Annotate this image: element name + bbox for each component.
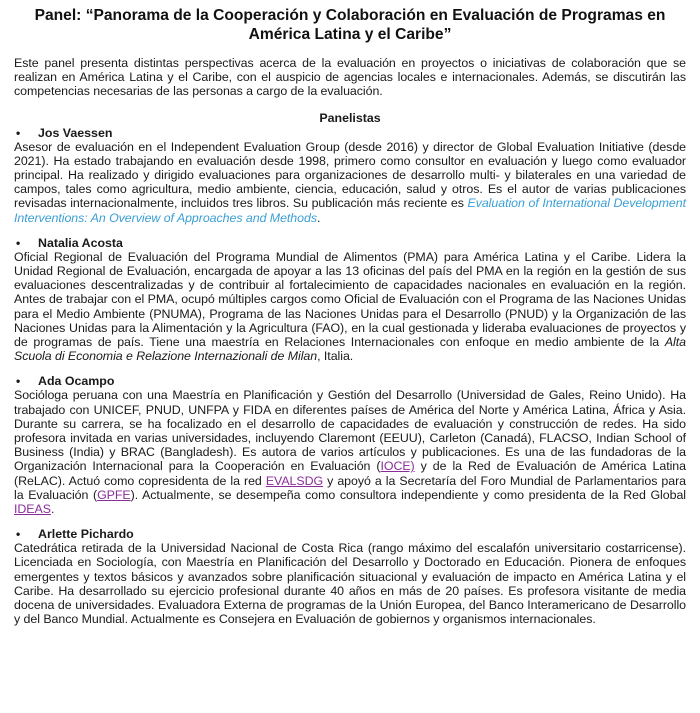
bullet-icon: •	[16, 374, 21, 389]
title-line-2: América Latina y el Caribe”	[248, 26, 452, 43]
panelist-name-row	[14, 374, 686, 388]
bio-text: Asesor de evaluación en el Independent Evaluation Group (desde 2016) y director de Global Evaluation Initiative (desde 2021). Ha estado trabajando en evaluación desde 1998, primero como consultor en evaluación y luego como evaluador principal. Ha realizado y dirigido evaluaciones para organizaciones de desarrollo multi- y bilaterales en una variedad de campos, tales como agricultura, medio ambiente, ciencia, educación, salud y otros. Es el autor de varias publicaciones revisadas internacionalmente, incluidos tres libros. Su publicación más reciente es	[14, 139, 686, 211]
ideas-link[interactable]: IDEAS	[14, 502, 51, 517]
panelist-name: Jos Vaessen	[38, 125, 113, 140]
panelist-name: Arlette Pichardo	[38, 527, 134, 542]
panelist-natalia-acosta	[14, 236, 686, 364]
panelist-arlette-pichardo	[14, 527, 686, 626]
title-line-1: Panel: “Panorama de la Cooperación y Colaboración en Evaluación de Programas en	[34, 7, 666, 24]
panelist-jos-vaessen	[14, 126, 686, 225]
bio-text: y apoyó a la Secretaría del Foro Mundial de Parlamentarios para la Evaluación (	[14, 473, 686, 502]
evalsdg-link[interactable]: EVALSDG	[265, 473, 324, 488]
publication-link[interactable]: Evaluation of International Development Interventions: An Overview of Approaches and Methods	[14, 196, 686, 225]
page-title	[14, 6, 686, 44]
panelist-bio	[14, 140, 686, 225]
panelist-bio	[14, 388, 686, 516]
bullet-icon: •	[16, 125, 21, 140]
panelist-name: Natalia Acosta	[38, 235, 123, 250]
bio-text: Oficial Regional de Evaluación del Programa Mundial de Alimentos (PMA) para América Latina y el Caribe. Lidera la Unidad Regional de Evaluación, encargada de apoyar a las 13 oficinas del país del PMA en la región en la gestión de sus evaluaciones descentralizadas y de contribuir al fortalecimiento de capacidades nacionales en evaluación en la región. Antes de trabajar con el PMA, ocupó múltiples cargos como Oficial de Evaluación con el Programa de las Naciones Unidas para el Medio Ambiente (PNUMA), Programa de las Naciones Unidas para el Desarrollo (PNUD) y la Organización de las Naciones Unidas para la Alimentación y la Agricultura (FAO), en la cual gestionada y lideraba evaluaciones de proyectos y de programas de país. Tiene una maestría en Relaciones Internacionales con enfoque en medio ambiente de la	[14, 249, 686, 350]
panelist-name-row	[14, 126, 686, 140]
intro-paragraph: Este panel presenta distintas perspectivas acerca de la evaluación en proyectos o iniciativas de colaboración que se realizan en América Latina y el Caribe, con el auspicio de agencias locales e internacionales. Además, se discutirán las competencias necesarias de las personas a cargo de la evaluación.	[14, 56, 686, 99]
bullet-icon: •	[16, 235, 21, 250]
gpfe-link[interactable]: GPFE	[97, 487, 131, 502]
bio-text-end: .	[316, 210, 321, 225]
panelist-name-row	[14, 236, 686, 250]
bio-text: y de la Red de Evaluación de América Latina (ReLAC). Actuó como copresidenta de la red	[14, 459, 686, 488]
ioce-link[interactable]: IOCE)	[380, 459, 415, 474]
section-heading-panelistas: Panelistas	[319, 110, 381, 125]
bio-text-end: .	[50, 502, 55, 517]
panelist-ada-ocampo	[14, 374, 686, 516]
bio-text: ). Actualmente, se desempeña como consultora independiente y como presidenta de la Red Global	[130, 487, 686, 502]
panelist-name-row	[14, 527, 686, 541]
panelist-bio	[14, 250, 686, 364]
panelist-bio: Catedrática retirada de la Universidad Nacional de Costa Rica (rango máximo del escalafón universitario costarricense). Licenciada en Sociología, con Maestría en Planificación del Desarrollo y Doctorado en Educación. Pionera de enfoques emergentes y textos básicos y avanzados sobre planificación situacional y evaluación de impacto en América Latina y el Caribe. Ha desarrollado su ejercicio profesional durante 40 años en más de 20 países. Es profesora visitante de media docena de universidades. Evaluadora Externa de programas de la Unión Europea, del Banco Interamericano de Desarrollo y del Banco Mundial. Actualmente es Consejera en Evaluación de gobiernos y organismos internacionales.	[14, 541, 686, 627]
panelist-name: Ada Ocampo	[38, 374, 115, 389]
bullet-icon: •	[16, 527, 21, 542]
bio-text: Socióloga peruana con una Maestría en Planificación y Gestión del Desarrollo (Universidad de Gales, Reino Unido). Ha trabajado con UNICEF, PNUD, UNFPA y FIDA en diferentes países de América del Norte y América Latina, África y Asia. Durante su carrera, se ha focalizado en el desarrollo de capacidades de evaluación y construcción de redes. Ha sido profesora invitada en varias universidades, incluyendo Claremont (EEUU), Carleton (Canadá), FLACSO, Indian School of Business (India) y BRAC (Bangladesh). Es autora de varios artículos y publicaciones. Es una de las fundadoras de la Organización Internacional para la Cooperación en Evaluación (	[14, 388, 686, 474]
institution-name: Alta Scuola di Economia e Relazione Internazionali de Milan	[14, 335, 686, 364]
bio-text-end: , Italia.	[317, 349, 354, 364]
